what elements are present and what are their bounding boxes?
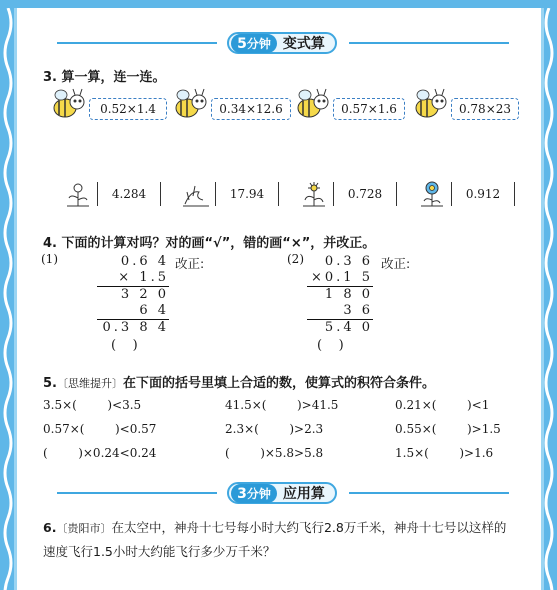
bee-icon xyxy=(171,88,211,120)
answer-box[interactable]: 0.912 xyxy=(451,182,515,206)
question-3-title: 3. 算一算，连一连。 xyxy=(43,70,166,85)
q4-judge-1[interactable]: ( ) xyxy=(111,338,138,353)
banner-pill xyxy=(227,32,337,54)
inequality-item[interactable]: 0.55×( )>1.5 xyxy=(395,422,501,436)
answer-box[interactable]: 0.728 xyxy=(333,182,397,206)
banner-title: 应用算 xyxy=(282,486,325,502)
answer-box[interactable]: 4.284 xyxy=(97,182,161,206)
inequality-item[interactable]: ( )×0.24<0.24 xyxy=(43,446,157,460)
flower-icon xyxy=(299,180,329,208)
banner-time: 5分钟 xyxy=(231,34,277,53)
answer-box[interactable]: 17.94 xyxy=(215,182,279,206)
q6-number: 6. xyxy=(43,520,57,535)
q6-text-1: 在太空中，神舟十七号每小时大约飞行2.8万千米，神舟十七号以这样的 xyxy=(111,520,507,535)
q4-fix-label-2: 改正: xyxy=(381,256,411,271)
flower-icon xyxy=(181,180,211,208)
banner-line xyxy=(349,492,509,494)
inequality-item[interactable]: 3.5×( )<3.5 xyxy=(43,398,142,412)
calc-row: 0.6 4 xyxy=(120,254,169,269)
q5-number: 5. xyxy=(43,376,57,391)
expression-box[interactable]: 0.34×12.6 xyxy=(211,98,291,120)
calc-row: 1 8 0 xyxy=(324,287,373,302)
calc-row: × 1.5 xyxy=(118,270,169,285)
q4-part-2-label: (2) xyxy=(287,252,304,266)
calc-row: 0.3 8 4 xyxy=(102,320,169,335)
banner-line xyxy=(57,492,217,494)
inequality-item[interactable]: 1.5×( )>1.6 xyxy=(395,446,494,460)
banner-line xyxy=(57,42,217,44)
bee-icon xyxy=(293,88,333,120)
expression-box[interactable]: 0.52×1.4 xyxy=(89,98,167,120)
q6-tag: 〔贵阳市〕 xyxy=(56,522,112,535)
inequality-item[interactable]: ( )×5.8>5.8 xyxy=(225,446,324,460)
section-banner-2 xyxy=(17,482,547,504)
banner-pill xyxy=(227,482,337,504)
inequality-item[interactable]: 0.57×( )<0.57 xyxy=(43,422,157,436)
banner-time: 3分钟 xyxy=(231,484,277,503)
q5-tag: 〔思维提升〕 xyxy=(56,377,123,390)
inequality-item[interactable]: 2.3×( )>2.3 xyxy=(225,422,324,436)
bee-icon xyxy=(411,88,451,120)
calc-row: ×0.1 5 xyxy=(311,270,373,285)
q4-vertical-calc-1 xyxy=(97,254,169,336)
question-5-title xyxy=(43,372,435,391)
question-6-line-1 xyxy=(43,518,543,536)
q4-judge-2[interactable]: ( ) xyxy=(317,338,344,353)
q4-part-1-label: (1) xyxy=(41,252,58,266)
question-6-line-2: 速度飞行1.5小时大约能飞行多少万千米？ xyxy=(43,544,276,559)
calc-row: 3 2 0 xyxy=(120,287,169,302)
inequality-item[interactable]: 41.5×( )>41.5 xyxy=(225,398,339,412)
q4-fix-label-1: 改正: xyxy=(175,256,205,271)
flower-icon xyxy=(63,180,93,208)
calc-row: 0.3 6 xyxy=(324,254,373,269)
expression-box[interactable]: 0.57×1.6 xyxy=(333,98,405,120)
inequality-item[interactable]: 0.21×( )<1 xyxy=(395,398,490,412)
q4-vertical-calc-2 xyxy=(307,254,373,336)
bee-icon xyxy=(49,88,89,120)
calc-row: 5.4 0 xyxy=(324,320,373,335)
question-4-title: 4. 下面的计算对吗？对的画“√”，错的画“×”，并改正。 xyxy=(43,236,376,251)
worksheet-page xyxy=(14,8,544,590)
calc-row: 3 6 xyxy=(343,303,373,318)
section-banner-1 xyxy=(17,32,547,54)
banner-title: 变式算 xyxy=(282,36,325,52)
calc-row: 6 4 xyxy=(139,303,169,318)
q5-title-text: 在下面的括号里填上合适的数，使算式的积符合条件。 xyxy=(122,376,435,391)
banner-line xyxy=(349,42,509,44)
expression-box[interactable]: 0.78×23 xyxy=(451,98,519,120)
flower-icon xyxy=(417,180,447,208)
